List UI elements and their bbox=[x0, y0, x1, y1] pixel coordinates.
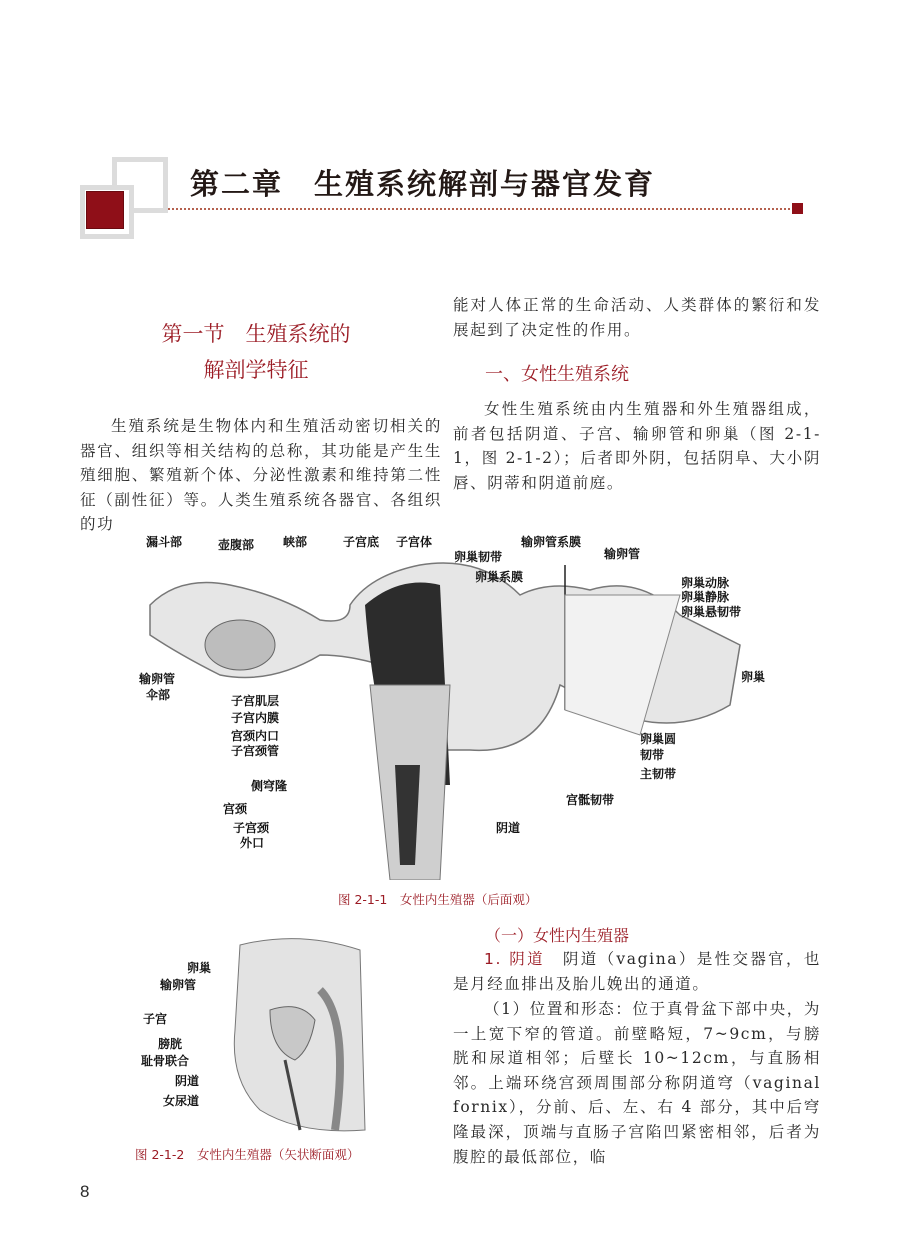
fig1-label: 侧穹隆 bbox=[251, 779, 288, 793]
fig1-label: 输卵管 bbox=[139, 672, 176, 686]
fig2-label: 输卵管 bbox=[160, 978, 197, 992]
fig1-label: 卵巢韧带 bbox=[454, 550, 503, 564]
subsection-title: 一、女性生殖系统 bbox=[485, 364, 629, 385]
fig2-label: 子宫 bbox=[143, 1012, 168, 1026]
vagina-definition: 阴道（vagina）是性交器官，也是月经血排出及胎儿娩出的通道。 bbox=[453, 950, 821, 993]
internal-genitalia-title: （一）女性内生殖器 bbox=[485, 926, 630, 945]
fig1-label: 子宫底 bbox=[343, 535, 380, 549]
fig1-label: 子宫肌层 bbox=[231, 694, 280, 708]
fig1-label: 宫颈内口 bbox=[231, 729, 280, 743]
fig1-label: 伞部 bbox=[146, 688, 171, 702]
fig1-label: 外口 bbox=[240, 836, 265, 850]
fig2-label: 女尿道 bbox=[163, 1094, 200, 1108]
fig1-label: 子宫体 bbox=[396, 535, 433, 549]
figure1-caption: 图 2-1-1 女性内生殖器（后面观） bbox=[338, 892, 538, 907]
figure2-caption: 图 2-1-2 女性内生殖器（矢状断面观） bbox=[135, 1147, 360, 1162]
fig1-label: 卵巢动脉 bbox=[681, 576, 730, 590]
fig2-label: 阴道 bbox=[175, 1074, 200, 1088]
page-number: 8 bbox=[80, 1182, 90, 1201]
vagina-position-paragraph: （1）位置和形态：位于真骨盆下部中央，为一上宽下窄的管道。前壁略短，7~9cm，与膀胱和尿道相邻；后壁长 10~12cm，与直肠相邻。上端环绕宫颈周围部分称阴道穹（vaginal fornix），分前、后、左、右 4 部分，其中后穹隆最深，顶端与直肠子宫陷凹紧密相邻，后者为腹腔的最低部位，临 bbox=[453, 1000, 821, 1166]
chapter-title: 第二章 生殖系统解剖与器官发育 bbox=[190, 167, 656, 201]
figure-female-internal-genitalia-sagittal bbox=[200, 930, 370, 1135]
fig1-label: 宫颈 bbox=[223, 802, 248, 816]
fig1-label: 卵巢圆 bbox=[640, 732, 677, 746]
fig1-label: 卵巢系膜 bbox=[475, 570, 524, 584]
vagina-heading: 1. 阴道 bbox=[484, 950, 545, 968]
decor-red-square bbox=[86, 191, 124, 229]
fig1-label: 子宫颈管 bbox=[231, 744, 280, 758]
intro-paragraph-continued: 能对人体正常的生命活动、人类群体的繁衍和发展起到了决定性的作用。 bbox=[453, 296, 821, 339]
fig1-label: 卵巢 bbox=[741, 670, 766, 684]
intro-paragraph: 生殖系统是生物体内和生殖活动密切相关的器官、组织等相关结构的总称，其功能是产生生殖细胞、繁殖新个体、分泌性激素和维持第二性征（副性征）等。人类生殖系统各器官、各组织的功 bbox=[80, 417, 442, 534]
fig2-label: 耻骨联合 bbox=[141, 1054, 190, 1068]
divider-end-square bbox=[792, 203, 803, 214]
fig1-label: 壶腹部 bbox=[218, 538, 255, 552]
fig1-label: 宫骶韧带 bbox=[566, 793, 615, 807]
fig1-label: 韧带 bbox=[640, 748, 665, 762]
fig1-label: 子宫内膜 bbox=[231, 711, 280, 725]
fig2-label: 卵巢 bbox=[187, 961, 212, 975]
dotted-divider bbox=[168, 208, 790, 210]
fig1-label: 子宫颈 bbox=[233, 821, 270, 835]
fig1-label: 卵巢静脉 bbox=[681, 590, 730, 604]
fig1-label: 主韧带 bbox=[640, 767, 677, 781]
fig1-label: 输卵管 bbox=[604, 547, 641, 561]
fig1-label: 输卵管系膜 bbox=[521, 535, 582, 549]
section-title-line2: 解剖学特征 bbox=[203, 358, 309, 382]
fig2-label: 膀胱 bbox=[158, 1037, 183, 1051]
fig1-label: 阴道 bbox=[496, 821, 521, 835]
fig1-label: 卵巢悬韧带 bbox=[681, 605, 742, 619]
subsection-paragraph: 女性生殖系统由内生殖器和外生殖器组成，前者包括阴道、子宫、输卵管和卵巢（图 2-1-1，图 2-1-2）；后者即外阴，包括阴阜、大小阴唇、阴蒂和阴道前庭。 bbox=[453, 400, 821, 492]
section-title-line1: 第一节 生殖系统的 bbox=[161, 322, 351, 346]
vagina-paragraph bbox=[453, 947, 821, 996]
fig1-label: 漏斗部 bbox=[146, 535, 183, 549]
fig1-label: 峡部 bbox=[283, 535, 308, 549]
